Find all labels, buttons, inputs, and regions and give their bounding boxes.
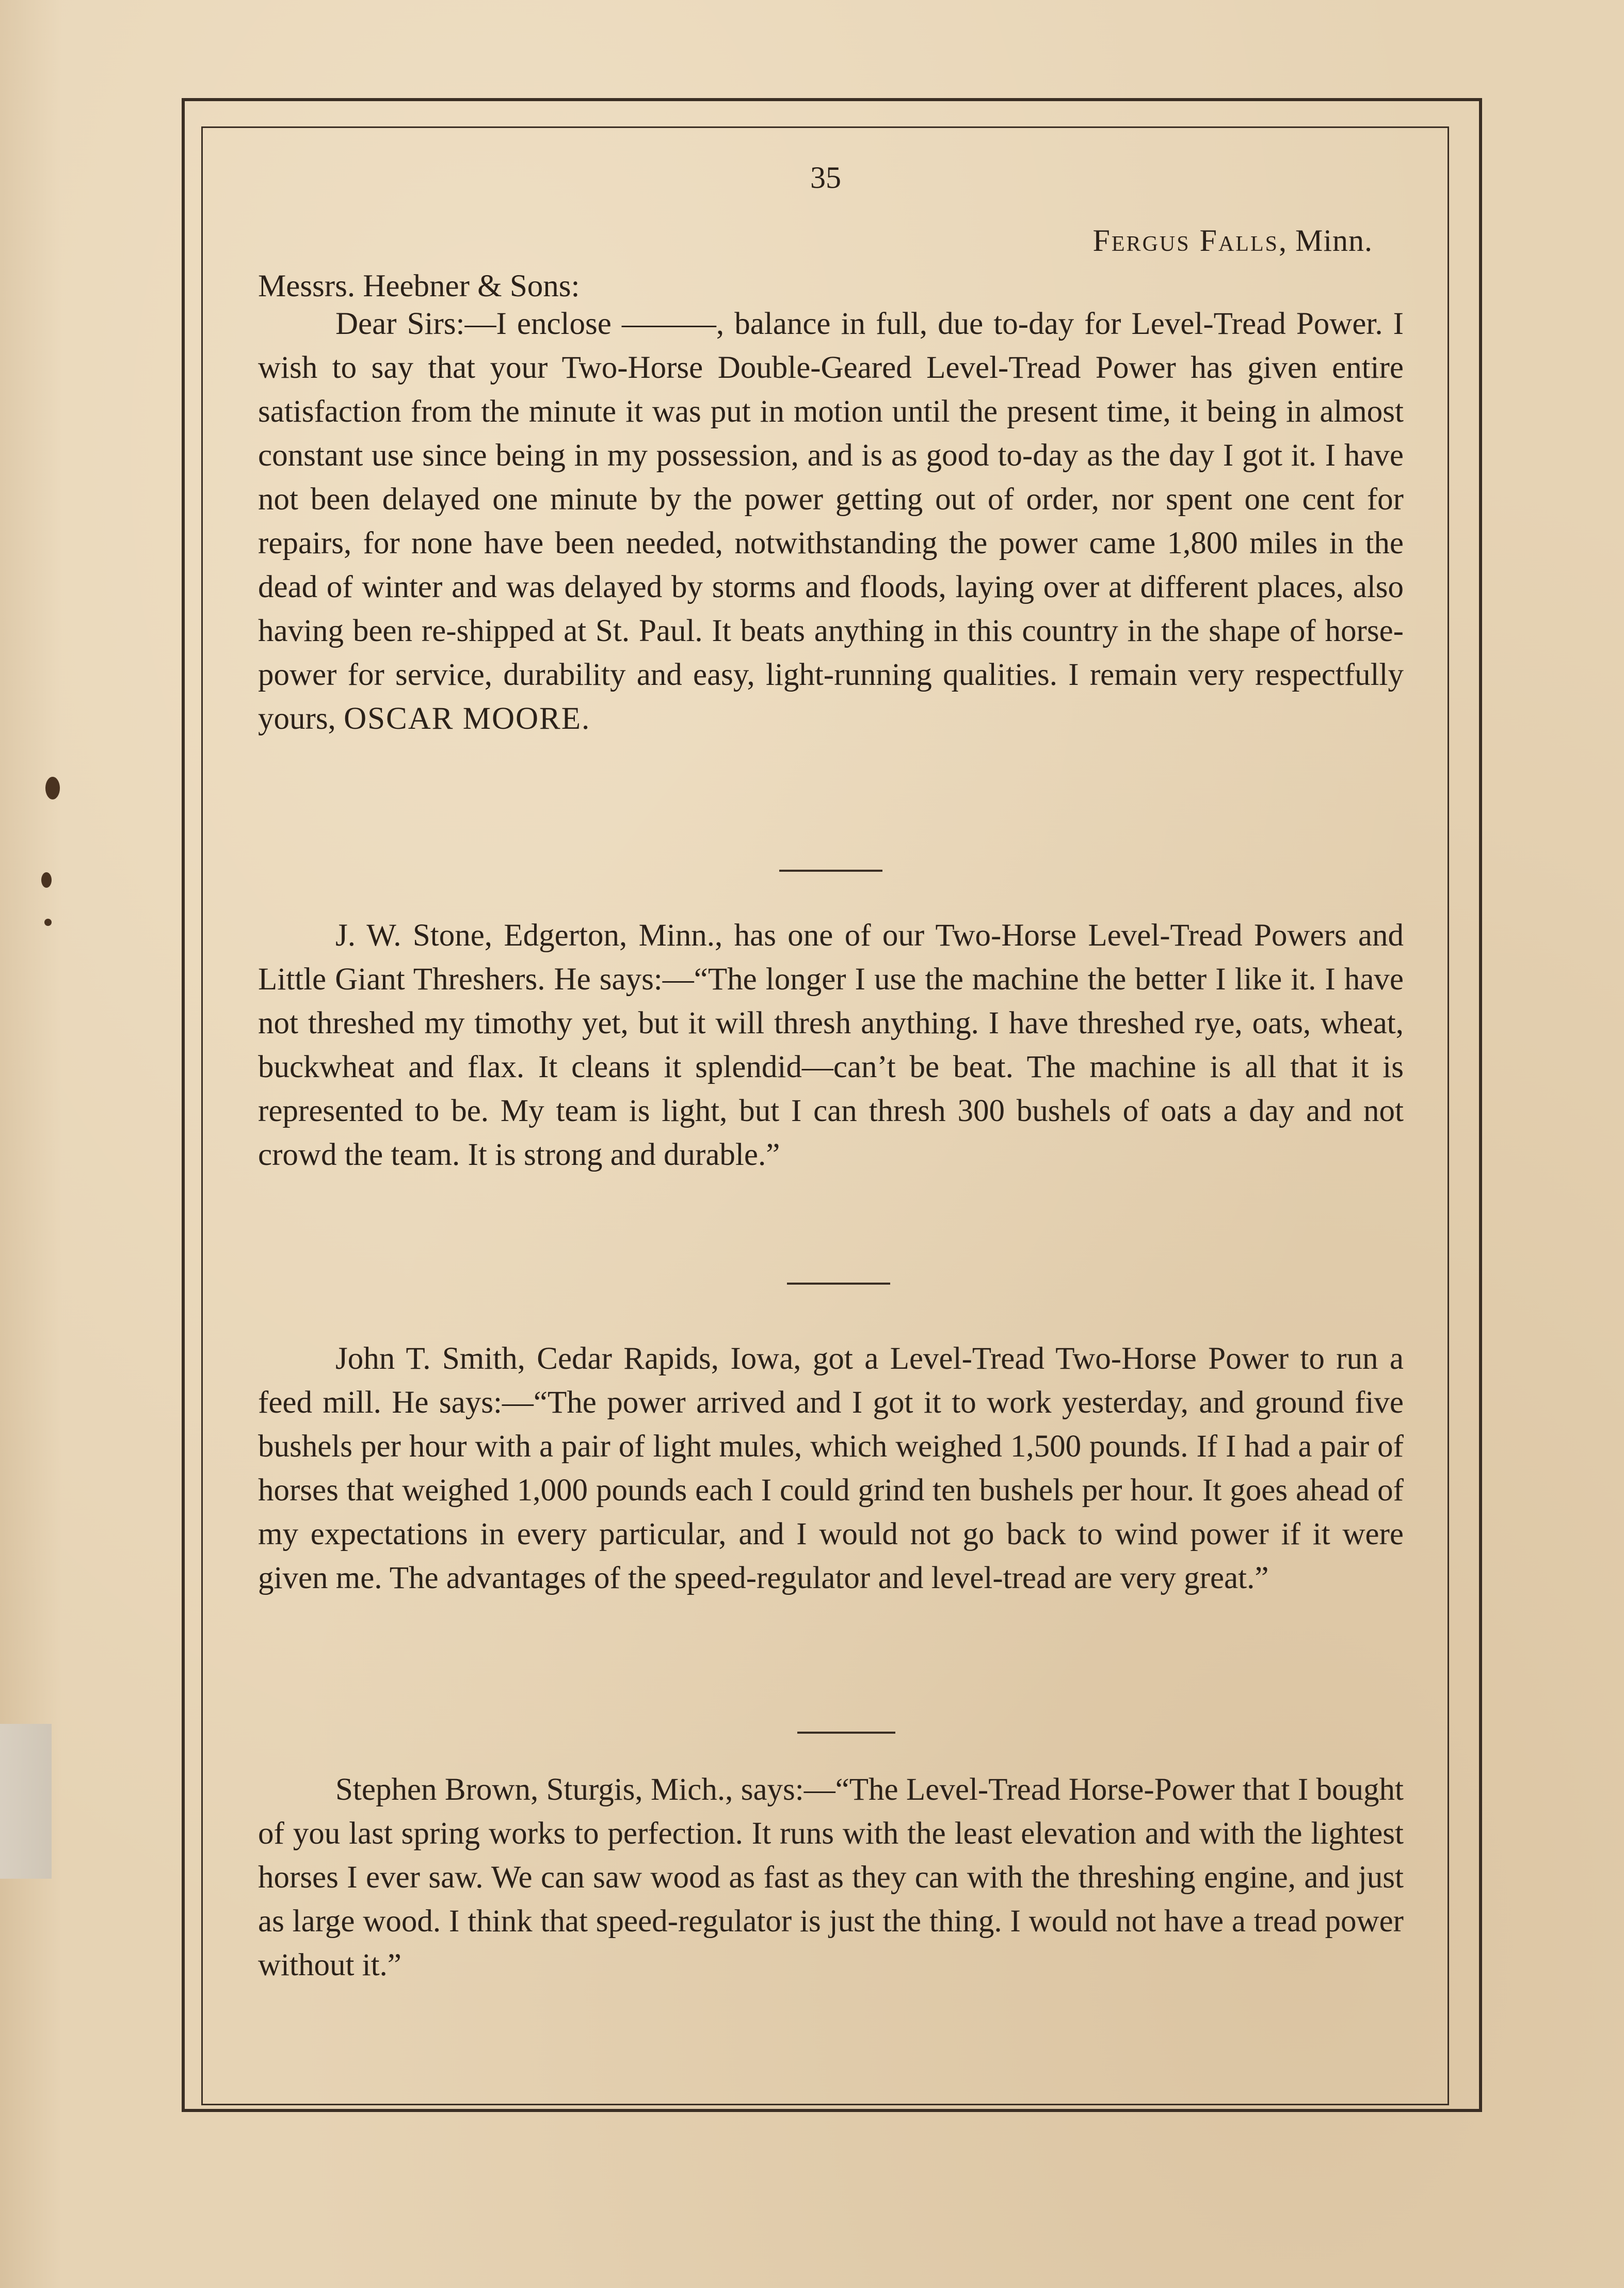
page-number: 35 (810, 161, 841, 195)
letter-dateline (929, 223, 1373, 259)
stain-spot (44, 919, 52, 926)
letter-signature: OSCAR MOORE. (344, 701, 591, 736)
section-divider (779, 870, 882, 872)
dateline-state: , Minn. (1278, 223, 1373, 258)
dateline-place: Fergus Falls (1092, 223, 1279, 258)
letter-salutation: Messrs. Heebner & Sons: (258, 269, 580, 303)
testimonial-stone: J. W. Stone, Edgerton, Minn., has one of our Two-Horse Level-Tread Powers and Little Giant Threshers. He says:—“The longer I use the machine the better I like it. I have not threshed my timothy yet, but it will thresh anything. I have threshed rye, oats, wheat, buckwheat and flax. It cleans it splendid—can’t be beat. The machine is all that it is represented to be. My team is light, but I can thresh 300 bushels of oats a day and not crowd the team. It is strong and durable.” (258, 918, 1404, 1172)
section-divider (797, 1732, 895, 1734)
section-divider (787, 1283, 890, 1285)
letter-body-text: Dear Sirs:—I enclose ———, balance in full, due to-day for Level-Tread Power. I wish to say that your Two-Horse Double-Geared Level-Tread Power has given entire satisfaction from the minute it was put in motion until the present time, it being in almost constant use since being in my possession, and is as good to-day as the day I got it. I have not been delayed one minute by the power getting out of order, nor spent one cent for repairs, for none have been needed, notwithstanding the power came 1,800 miles in the dead of winter and was delayed by storms and floods, laying over at different places, also having been re-shipped at St. Paul. It beats anything in this country in the shape of horse-power for service, durability and easy, light-running qualities. I remain very respectfully yours, (258, 307, 1404, 736)
testimonial-smith: John T. Smith, Cedar Rapids, Iowa, got a Level-Tread Two-Horse Power to run a feed mill. He says:—“The power arrived and I got it to work yesterday, and ground five bushels per hour with a pair of light mules, which weighed 1,500 pounds. If I had a pair of horses that weighed 1,000 pounds each I could grind ten bushels per hour. It goes ahead of my expectations in every particular, and I would not go back to wind power if it were given me. The advantages of the speed-regulator and level-tread are very great.” (258, 1341, 1404, 1595)
stain-spot (45, 777, 60, 799)
letter-body (258, 302, 1404, 741)
testimonial-brown: Stephen Brown, Sturgis, Mich., says:—“The Level-Tread Horse-Power that I bought of you last spring works to perfection. It runs with the least elevation and with the lightest horses I ever saw. We can saw wood as fast as they can with the threshing engine, and just as large wood. I think that speed-regulator is just the thing. I would not have a tread power without it.” (258, 1772, 1404, 1982)
tape-remnant (0, 1724, 52, 1879)
stain-spot (41, 872, 52, 888)
